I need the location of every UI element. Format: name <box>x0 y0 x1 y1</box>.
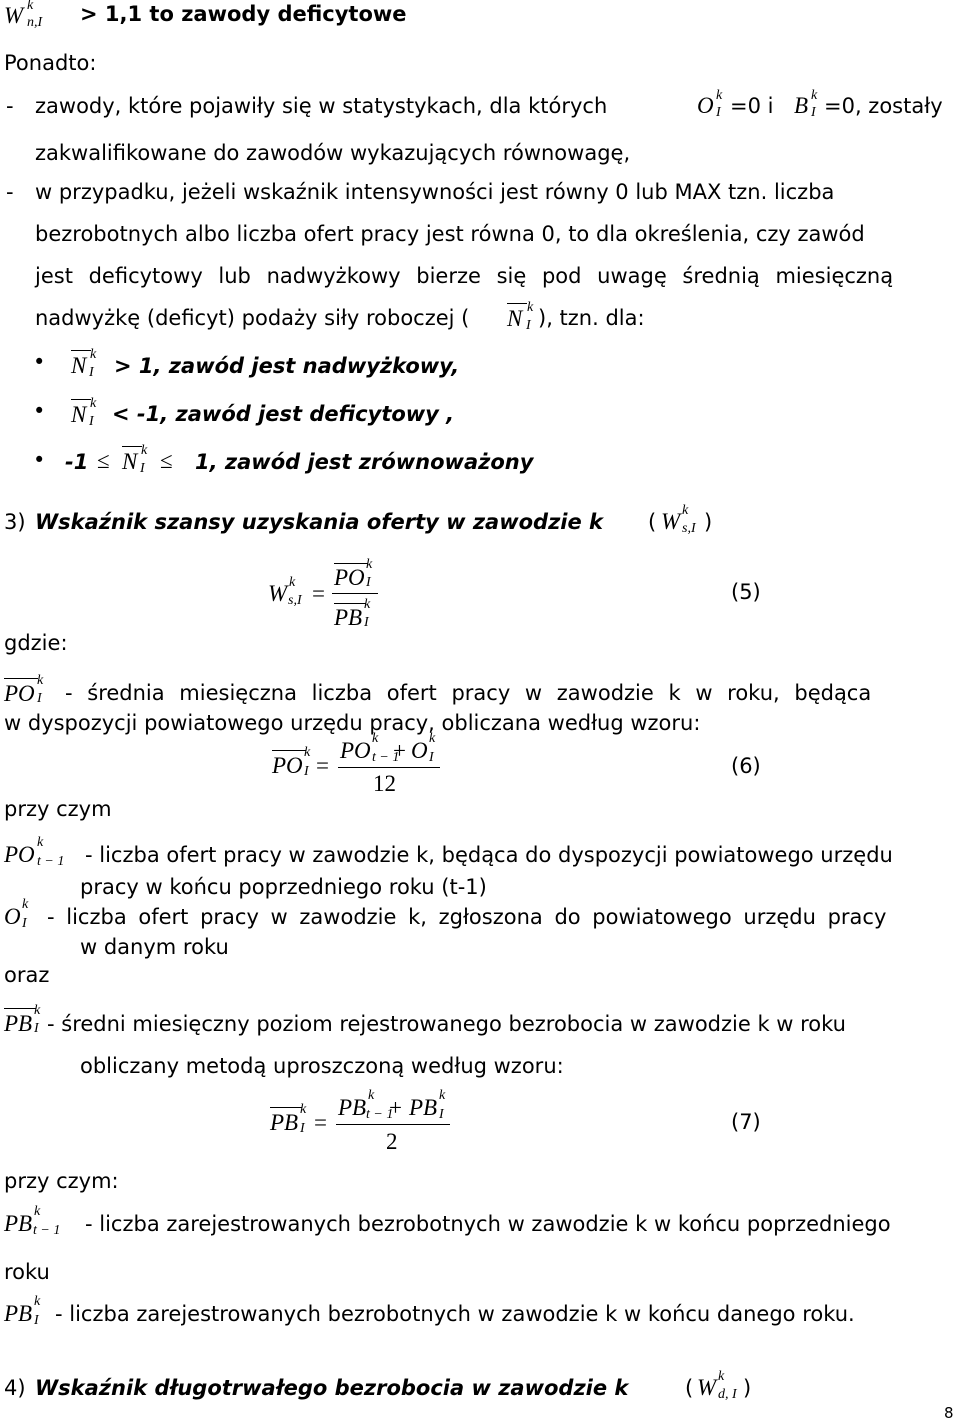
sub-t-1: t − 1 <box>372 750 400 765</box>
ponadto-label: Ponadto: <box>4 51 97 75</box>
paren-close: ) <box>704 510 713 534</box>
sup-k: k <box>366 557 373 572</box>
symbol-pb: PB <box>4 1301 33 1326</box>
symbol-po: PO <box>4 681 35 706</box>
sup-k: k <box>22 897 29 912</box>
overbar <box>122 446 142 447</box>
symbol-n: N <box>71 353 87 378</box>
symbol-pb: PB <box>338 1095 367 1120</box>
przy-czym-label-2: przy czym: <box>4 1169 119 1193</box>
bullet3-pre: -1 <box>65 450 89 474</box>
sup-k: k <box>429 731 436 746</box>
sub-s-i: s,I <box>682 521 696 536</box>
symbol-w: W <box>4 3 24 28</box>
sub-n-i: n,I <box>27 15 43 30</box>
sup-k: k <box>90 396 97 411</box>
oi-line2: w danym roku <box>80 935 229 959</box>
sup-k: k <box>682 503 689 518</box>
sub-i: I <box>526 318 531 333</box>
pb-def-line2: obliczany metodą uproszczoną według wzoru: <box>80 1054 564 1078</box>
section3-title: Wskaźnik szansy uzyskania oferty w zawodzie k <box>35 510 604 534</box>
sup-k: k <box>372 731 379 746</box>
item1-eq2: =0, zostały <box>824 94 943 118</box>
sub-i: I <box>89 365 94 380</box>
sub-i: I <box>300 1121 305 1136</box>
sub-i: I <box>89 414 94 429</box>
sup-k: k <box>527 300 534 315</box>
pb-def-line1: - średni miesięczny poziom rejestrowanego bezrobocia w zawodzie k w roku <box>47 1012 846 1036</box>
equals-sign: = <box>312 581 325 606</box>
symbol-po: PO <box>4 842 35 867</box>
sub-t-1: t − 1 <box>366 1107 394 1122</box>
overbar <box>4 678 38 679</box>
symbol-pb: PB <box>4 1011 33 1036</box>
plus-sign: + <box>389 1095 402 1120</box>
pot1-line1: - liczba ofert pracy w zawodzie k, będąca do dyspozycji powiatowego urzędu <box>85 843 893 867</box>
sub-i: I <box>304 764 309 779</box>
pbt1-line1: - liczba zarejestrowanych bezrobotnych w zawodzie k w końcu poprzedniego <box>85 1212 891 1236</box>
sup-k: k <box>37 673 44 688</box>
sup-k: k <box>811 88 818 103</box>
overbar <box>334 603 366 604</box>
sup-k: k <box>368 1088 375 1103</box>
bullet-dot: • <box>33 350 46 374</box>
section4-title: Wskaźnik długotrwałego bezrobocia w zawodzie k <box>35 1376 629 1400</box>
plus-sign: + <box>393 738 406 763</box>
sup-k: k <box>364 597 371 612</box>
item1-text: zawody, które pojawiły się w statystykach, dla których <box>35 94 608 118</box>
eq5-label: (5) <box>731 580 761 604</box>
sup-k: k <box>27 0 34 13</box>
overbar <box>71 399 91 400</box>
symbol-o: O <box>697 93 714 118</box>
sup-k: k <box>718 1369 725 1384</box>
item2-line3: jest deficytowy lub nadwyżkowy bierze się pod uwagę średnią miesięczną <box>35 264 894 288</box>
sub-i: I <box>811 105 816 120</box>
symbol-o: O <box>411 738 428 763</box>
bullet-dot: • <box>33 448 46 472</box>
item2-line2: bezrobotnych albo liczba ofert pracy jest równa 0, to dla określenia, czy zawód <box>35 222 865 246</box>
sub-s-i: s,I <box>288 593 302 608</box>
paren-close: ) <box>743 1376 752 1400</box>
sub-t-1: t − 1 <box>33 1223 61 1238</box>
symbol-pb: PB <box>409 1095 438 1120</box>
sub-d-i: d, I <box>718 1387 737 1402</box>
przy-czym-label: przy czym <box>4 797 112 821</box>
oi-line1: - liczba ofert pracy w zawodzie k, zgłoszona do powiatowego urzędu pracy <box>47 905 887 929</box>
section3-number: 3) <box>4 510 26 534</box>
symbol-pb: PB <box>270 1110 299 1135</box>
sup-k: k <box>34 1294 41 1309</box>
sub-i: I <box>364 615 369 630</box>
sub-i: I <box>34 1313 39 1328</box>
item2-dash: - <box>6 180 14 204</box>
sub-i: I <box>34 1021 39 1036</box>
symbol-po: PO <box>272 753 303 778</box>
eq6-denominator: 12 <box>373 771 396 796</box>
bullet-dot: • <box>33 399 46 423</box>
symbol-n: N <box>122 449 138 474</box>
overbar <box>270 1107 302 1108</box>
leq-icon: ≤ <box>160 448 173 473</box>
sub-i: I <box>140 461 145 476</box>
pot1-line2: pracy w końcu poprzedniego roku (t-1) <box>80 875 487 899</box>
sup-k: k <box>37 835 44 850</box>
item1-eq1: =0 i <box>730 94 774 118</box>
sub-t-1: t − 1 <box>37 854 65 869</box>
sup-k: k <box>716 88 723 103</box>
sup-k: k <box>141 443 148 458</box>
overbar <box>71 350 91 351</box>
symbol-w: W <box>697 1375 717 1400</box>
symbol-w: W <box>268 581 288 606</box>
symbol-w: W <box>661 509 681 534</box>
fraction-bar <box>338 767 440 768</box>
sup-k: k <box>304 745 311 760</box>
pbi-line1: - liczba zarejestrowanych bezrobotnych w zawodzie k w końcu danego roku. <box>55 1302 855 1326</box>
symbol-o: O <box>4 904 21 929</box>
symbol-n: N <box>71 402 87 427</box>
overbar <box>272 750 306 751</box>
paren-open: ( <box>685 1376 694 1400</box>
sub-i: I <box>439 1107 444 1122</box>
item2-line1: w przypadku, jeżeli wskaźnik intensywności jest równy 0 lub MAX tzn. liczba <box>35 180 835 204</box>
item1-text-2: zakwalifikowane do zawodów wykazujących równowagę, <box>35 141 631 165</box>
sub-i: I <box>366 575 371 590</box>
heading-deficit: > 1,1 to zawody deficytowe <box>80 2 407 26</box>
symbol-pb: PB <box>334 605 363 630</box>
sub-i: I <box>716 105 721 120</box>
page-number: 8 <box>944 1404 954 1422</box>
section4-number: 4) <box>4 1376 26 1400</box>
sub-i: I <box>37 691 42 706</box>
symbol-po: PO <box>340 738 371 763</box>
fraction-bar <box>332 593 378 594</box>
bullet1-text: > 1, zawód jest nadwyżkowy, <box>114 354 460 378</box>
fraction-bar <box>336 1124 450 1125</box>
leq-icon: ≤ <box>97 448 110 473</box>
sup-k: k <box>300 1102 307 1117</box>
sup-k: k <box>289 575 296 590</box>
sub-i: I <box>429 750 434 765</box>
oraz-label: oraz <box>4 963 50 987</box>
overbar <box>4 1008 36 1009</box>
po-def-line1: - średnia miesięczna liczba ofert pracy w zawodzie k w roku, będąca <box>65 681 872 705</box>
overbar <box>507 303 527 304</box>
item2-line4a: nadwyżkę (deficyt) podaży siły roboczej ( <box>35 306 470 330</box>
symbol-po: PO <box>334 565 365 590</box>
sub-i: I <box>22 916 27 931</box>
sup-k: k <box>90 347 97 362</box>
pbt1-line2: roku <box>4 1260 50 1284</box>
bullet2-text: < -1, zawód jest deficytowy , <box>112 402 455 426</box>
symbol-n: N <box>507 306 523 331</box>
sup-k: k <box>34 1204 41 1219</box>
paren-open: ( <box>648 510 657 534</box>
eq7-label: (7) <box>731 1110 761 1134</box>
symbol-pb: PB <box>4 1211 33 1236</box>
po-def-line2: w dyspozycji powiatowego urzędu pracy, obliczana według wzoru: <box>4 711 701 735</box>
overbar <box>334 563 368 564</box>
gdzie-label: gdzie: <box>4 631 68 655</box>
eq6-label: (6) <box>731 754 761 778</box>
item2-line4b: ), tzn. dla: <box>538 306 645 330</box>
item1-dash: - <box>6 94 14 118</box>
equals-sign: = <box>316 753 329 778</box>
sup-k: k <box>34 1003 41 1018</box>
equals-sign: = <box>314 1110 327 1135</box>
eq7-denominator: 2 <box>386 1129 398 1154</box>
bullet3-text: 1, zawód jest zrównoważony <box>195 450 534 474</box>
sup-k: k <box>439 1088 446 1103</box>
symbol-b: B <box>794 93 809 118</box>
